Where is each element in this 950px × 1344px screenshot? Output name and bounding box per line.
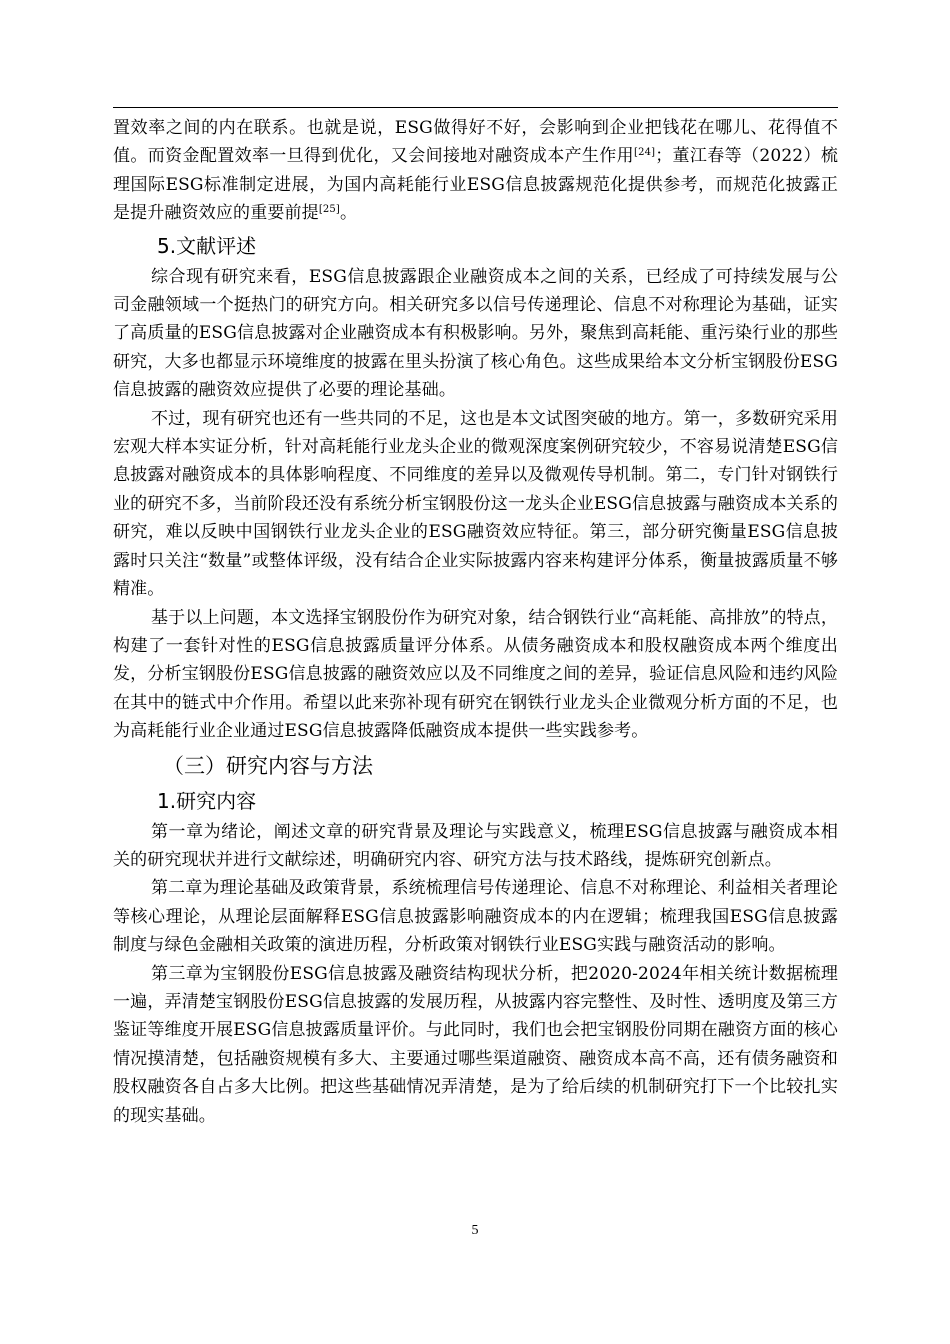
page-body bbox=[113, 114, 838, 1130]
heading-research-content: 1.研究内容 bbox=[157, 788, 257, 813]
review-paragraph-2: 不过，现有研究也还有一些共同的不足，这也是本文试图突破的地方。第一，多数研究采用宏观大样本实证分析，针对高耗能行业龙头企业的微观深度案例研究较少，不容易说清楚ESG信息披露对融资成本的具体影响程度、不同维度的差异以及微观传导机制。第二，专门针对钢铁行业的研究不多，当前阶段还没有系统分析宝钢股份这一龙头企业ESG信息披露与融资成本关系的研究，难以反映中国钢铁行业龙头企业的ESG融资效应特征。第三，部分研究衡量ESG信息披露时只关注“数量”或整体评级，没有结合企业实际披露内容来构建评分体系，衡量披露质量不够精准。 bbox=[113, 408, 838, 600]
heading-research-content-and-methods: （三）研究内容与方法 bbox=[163, 753, 373, 778]
citation-25: [25] bbox=[318, 204, 340, 216]
chapter3-paragraph: 第三章为宝钢股份ESG信息披露及融资结构现状分析，把2020-2024年相关统计数据梳理一遍，弄清楚宝钢股份ESG信息披露的发展历程，从披露内容完整性、及时性、透明度及第三方鉴证等维度开展ESG信息披露质量评价。与此同时，我们也会把宝钢股份同期在融资方面的核心情况摸清楚，包括融资规模有多大、主要通过哪些渠道融资、融资成本高不高，还有债务融资和股权融资各自占多大比例。把这些基础情况弄清楚，是为了给后续的机制研究打下一个比较扎实的现实基础。 bbox=[113, 963, 838, 1126]
chapter2-paragraph: 第二章为理论基础及政策背景，系统梳理信号传递理论、信息不对称理论、利益相关者理论等核心理论，从理论层面解释ESG信息披露影响融资成本的内在逻辑；梳理我国ESG信息披露制度与绿色金融相关政策的演进历程，分析政策对钢铁行业ESG实践与融资活动的影响。 bbox=[113, 878, 838, 956]
paragraph-text: 置效率之间的内在联系。也就是说，ESG做得好不好，会影响到企业把钱花在哪儿、花得值不值。而资金配置效率一旦得到优化，又会间接地对融资成本产生作用 bbox=[113, 118, 838, 167]
citation-24: [24] bbox=[634, 147, 656, 159]
header-rule bbox=[113, 107, 838, 108]
page-number: 5 bbox=[471, 1223, 479, 1238]
chapter1-paragraph: 第一章为绪论，阐述文章的研究背景及理论与实践意义，梳理ESG信息披露与融资成本相关的研究现状并进行文献综述，明确研究内容、研究方法与技术路线，提炼研究创新点。 bbox=[113, 821, 838, 870]
heading-literature-review: 5.文献评述 bbox=[157, 233, 257, 258]
paragraph-text: ；董江春等（2022）梳理国际ESG标准制定进展，为国内高耗能行业ESG信息披露规范化提供参考，而规范化披露正是提升融资效应的重要前提 bbox=[113, 146, 838, 224]
paragraph-continued bbox=[113, 114, 838, 228]
review-paragraph-1: 综合现有研究来看，ESG信息披露跟企业融资成本之间的关系，已经成了可持续发展与公司金融领域一个挺热门的研究方向。相关研究多以信号传递理论、信息不对称理论为基础，证实了高质量的ESG信息披露对企业融资成本有积极影响。另外，聚焦到高耗能、重污染行业的那些研究，大多也都显示环境维度的披露在里头扮演了核心角色。这些成果给本文分析宝钢股份ESG信息披露的融资效应提供了必要的理论基础。 bbox=[113, 266, 838, 401]
paragraph-text: 。 bbox=[339, 203, 358, 224]
review-paragraph-3: 基于以上问题，本文选择宝钢股份作为研究对象，结合钢铁行业“高耗能、高排放”的特点，构建了一套针对性的ESG信息披露质量评分体系。从债务融资成本和股权融资成本两个维度出发，分析宝钢股份ESG信息披露的融资效应以及不同维度之间的差异，验证信息风险和违约风险在其中的链式中介作用。希望以此来弥补现有研究在钢铁行业龙头企业微观分析方面的不足，也为高耗能行业企业通过ESG信息披露降低融资成本提供一些实践参考。 bbox=[113, 607, 838, 742]
